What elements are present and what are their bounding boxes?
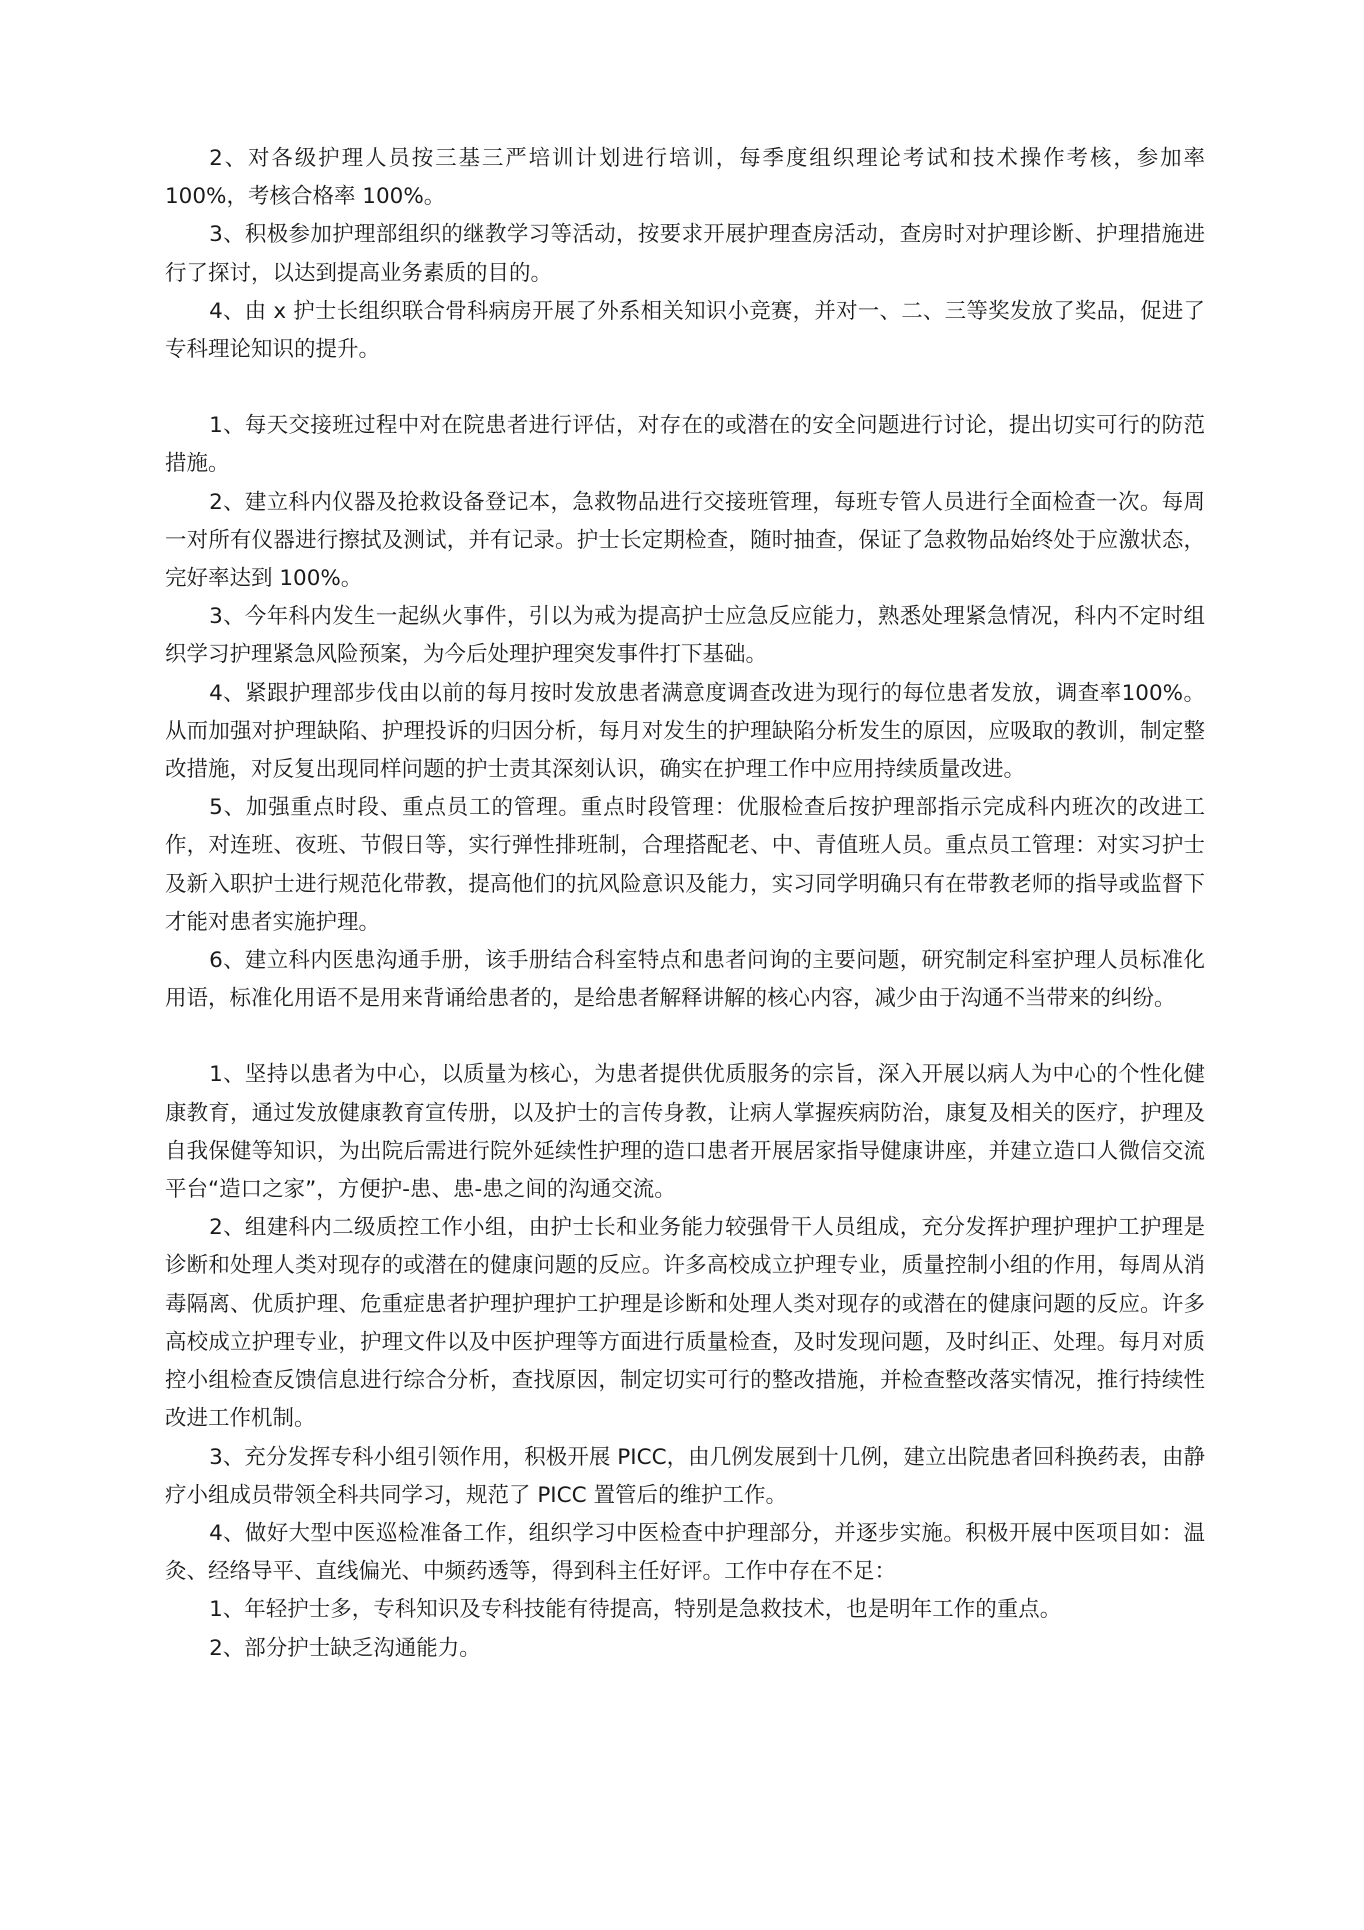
section-service: [165, 1056, 1205, 1667]
paragraph: 1、年轻护士多，专科知识及专科技能有待提高，特别是急救技术，也是明年工作的重点。: [209, 1597, 1062, 1623]
paragraph: 2、部分护士缺乏沟通能力。: [209, 1635, 481, 1661]
paragraph: 2、对各级护理人员按三基三严培训计划进行培训，每季度组织理论考试和技术操作考核，参加率100%，考核合格率 100%。: [165, 146, 1205, 210]
paragraph: 2、组建科内二级质控工作小组，由护士长和业务能力较强骨干人员组成，充分发挥护理护理护工护理是诊断和处理人类对现存的或潜在的健康问题的反应。许多高校成立护理专业，质量控制小组的作用，每周从消毒隔离、优质护理、危重症患者护理护理护工护理是诊断和处理人类对现存的或潜在的健康问题的反应。许多高校成立护理专业，护理文件以及中医护理等方面进行质量检查，及时发现问题，及时纠正、处理。每月对质控小组检查反馈信息进行综合分析，查找原因，制定切实可行的整改措施，并检查整改落实情况，推行持续性改进工作机制。: [165, 1215, 1205, 1432]
paragraph: 3、积极参加护理部组织的继教学习等活动，按要求开展护理查房活动，查房时对护理诊断、护理措施进行了探讨，以达到提高业务素质的目的。: [165, 222, 1205, 286]
paragraph: 4、由 x 护士长组织联合骨科病房开展了外系相关知识小竞赛，并对一、二、三等奖发放了奖品，促进了专科理论知识的提升。: [165, 298, 1205, 363]
paragraph: 3、充分发挥专科小组引领作用，积极开展 PICC，由几例发展到十几例，建立出院患者回科换药表，由静疗小组成员带领全科共同学习，规范了 PICC 置管后的维护工作。: [165, 1444, 1205, 1508]
paragraph: 1、坚持以患者为中心，以质量为核心，为患者提供优质服务的宗旨，深入开展以病人为中心的个性化健康教育，通过发放健康教育宣传册，以及护士的言传身教，让病人掌握疾病防治，康复及相关的医疗，护理及自我保健等知识，为出院后需进行院外延续性护理的造口患者开展居家指导健康讲座，并建立造口人微信交流平台“造口之家”，方便护-患、患-患之间的沟通交流。: [165, 1062, 1205, 1203]
paragraph: 5、加强重点时段、重点员工的管理。重点时段管理：优服检查后按护理部指示完成科内班次的改进工作，对连班、夜班、节假日等，实行弹性排班制，合理搭配老、中、青值班人员。重点员工管理：对实习护士及新入职护士进行规范化带教，提高他们的抗风险意识及能力，实习同学明确只有在带教老师的指导或监督下才能对患者实施护理。: [165, 795, 1205, 935]
paragraph: 3、今年科内发生一起纵火事件，引以为戒为提高护士应急反应能力，熟悉处理紧急情况，科内不定时组织学习护理紧急风险预案，为今后处理护理突发事件打下基础。: [165, 604, 1205, 668]
paragraph: 6、建立科内医患沟通手册，该手册结合科室特点和患者问询的主要问题，研究制定科室护理人员标准化用语，标准化用语不是用来背诵给患者的，是给患者解释讲解的核心内容，减少由于沟通不当带来的纠纷。: [165, 948, 1205, 1012]
section-training: [165, 140, 1205, 369]
paragraph: 2、建立科内仪器及抢救设备登记本，急救物品进行交接班管理，每班专管人员进行全面检查一次。每周一对所有仪器进行擦拭及测试，并有记录。护士长定期检查，随时抽查，保证了急救物品始终处于应激状态，完好率达到 100%。: [165, 489, 1205, 592]
paragraph: 1、每天交接班过程中对在院患者进行评估，对存在的或潜在的安全问题进行讨论，提出切实可行的防范措施。: [165, 413, 1205, 477]
document-page: [165, 140, 1205, 1668]
paragraph: 4、做好大型中医巡检准备工作，组织学习中医检查中护理部分，并逐步实施。积极开展中医项目如：温灸、经络导平、直线偏光、中频药透等，得到科主任好评。工作中存在不足：: [165, 1520, 1205, 1585]
paragraph: 4、紧跟护理部步伐由以前的每月按时发放患者满意度调查改进为现行的每位患者发放，调查率100%。从而加强对护理缺陷、护理投诉的归因分析，每月对发生的护理缺陷分析发生的原因，应吸取的教训，制定整改措施，对反复出现同样问题的护士责其深刻认识，确实在护理工作中应用持续质量改进。: [165, 680, 1205, 783]
section-safety: [165, 407, 1205, 1018]
